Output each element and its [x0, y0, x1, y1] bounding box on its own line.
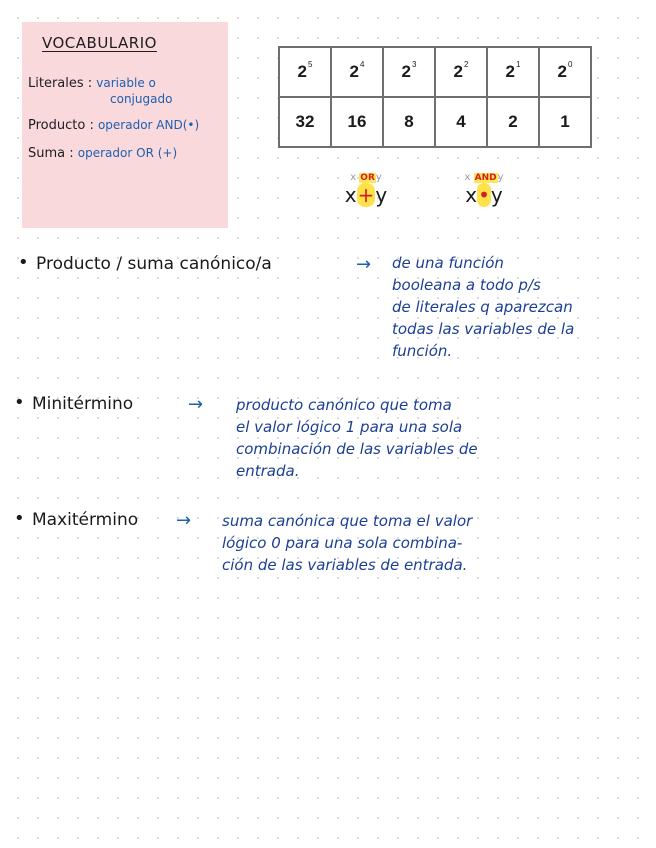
and-operator-note	[454, 172, 514, 207]
bullet-point: •	[14, 508, 25, 529]
power-cell: $2^2$	[435, 47, 487, 97]
power-cell: $2^5$	[279, 47, 331, 97]
power-cell: $2^3$	[383, 47, 435, 97]
vocab-def-suma: operador OR (+)	[77, 146, 178, 160]
dot-symbol: •	[478, 183, 490, 207]
definition-text: de una función booleana a todo p/s de literales q aparezcan todas las variables de la función.	[392, 254, 575, 360]
arrow-right-icon: →	[176, 510, 192, 531]
or-operator-caption: x ORy	[350, 172, 382, 183]
definition-text: suma canónica que toma el valor lógico 0 para una sola combina- ción de las variables de entrada.	[222, 512, 473, 574]
vocab-def-literales-1: variable o	[96, 76, 156, 90]
value-cell: 8	[383, 97, 435, 147]
vocab-row-producto	[28, 118, 199, 133]
vocab-def-literales-2: conjugado	[110, 92, 173, 106]
value-cell: 2	[487, 97, 539, 147]
vocab-row-suma	[28, 146, 177, 161]
vocab-term-producto: Producto :	[28, 118, 94, 133]
power-cell: $2^4$	[331, 47, 383, 97]
value-cell: 32	[279, 97, 331, 147]
power-cell: $2^1$	[487, 47, 539, 97]
or-keyword: OR	[360, 173, 375, 183]
or-operator-note	[336, 172, 396, 207]
vocab-term-literales: Literales :	[28, 76, 93, 91]
power-cell: $2^0$	[539, 47, 591, 97]
and-expression: x•y	[465, 183, 503, 207]
vocab-row-literales	[28, 76, 173, 106]
arrow-right-icon: →	[188, 394, 204, 415]
definition-term: Minitérmino	[32, 394, 134, 414]
vocab-def-producto: operador AND(•)	[97, 118, 200, 132]
bullet-point: •	[14, 392, 25, 413]
value-cell: 16	[331, 97, 383, 147]
and-operator-caption: x ANDy	[464, 172, 504, 183]
vocabulary-note	[22, 22, 228, 228]
bullet-point: •	[18, 252, 29, 273]
or-expression: x+y	[344, 183, 388, 207]
powers-row	[279, 47, 591, 97]
definition-term: Producto / suma canónico/a	[36, 254, 272, 274]
definition-term: Maxitérmino	[32, 510, 139, 530]
powers-of-two-table	[278, 46, 592, 148]
value-cell: 1	[539, 97, 591, 147]
vocab-term-suma: Suma :	[28, 146, 74, 161]
value-cell: 4	[435, 97, 487, 147]
definition-text: producto canónico que toma el valor lógico 1 para una sola combinación de las variables de entrada.	[236, 396, 478, 480]
plus-symbol: +	[357, 183, 375, 207]
vocabulary-title: VOCABULARIO	[42, 34, 157, 52]
and-keyword: AND	[474, 173, 497, 183]
arrow-right-icon: →	[356, 254, 372, 275]
values-row	[279, 97, 591, 147]
